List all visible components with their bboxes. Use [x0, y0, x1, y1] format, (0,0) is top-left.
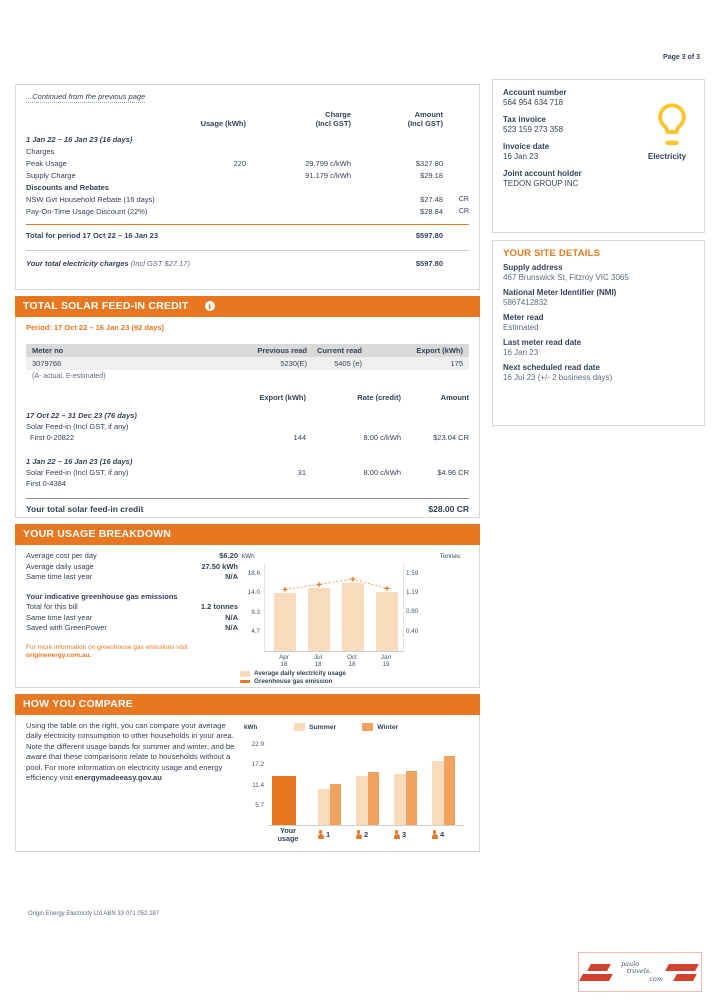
- solar-section-header: [15, 296, 480, 317]
- meter-table-header: Meter no Previous read Current read Export (kWh): [26, 344, 469, 357]
- table-row: Solar Feed-in (Incl GST, if any) 31 8.00 c/kWh $4.96 CR: [26, 468, 469, 477]
- axis-tick-label: 0.80: [406, 608, 419, 616]
- compare-section-title: HOW YOU COMPARE: [23, 698, 133, 710]
- watermark-text: paulo travels. com: [621, 959, 663, 983]
- right-axis-label: Tonnes: [439, 553, 460, 560]
- grand-total-row: Your total electricity charges (Incl GST $27.17) $597.80: [26, 259, 443, 268]
- axis-tick-label: 9.3: [251, 608, 260, 616]
- solar-group-1: 17 Oct 22 – 31 Dec 23 (76 days) Solar Feed-in (Incl GST, if any) First 0-20822 144 8.00 c/kWh $23.04 CR: [26, 411, 469, 442]
- compare-chart-plot: [268, 739, 464, 826]
- footer-abn: Origin Energy Electricity Ltd ABN 33 071 052 287: [28, 911, 160, 917]
- winter-bar: [368, 772, 380, 825]
- info-icon: i: [205, 301, 215, 311]
- site-details-panel: [492, 240, 705, 426]
- supply-address-field: Supply address 467 Brunswick St, Fitzroy VIC 3065: [503, 263, 629, 282]
- table-row: Supply Charge 91.179 c/kWh $29.18: [26, 171, 443, 180]
- summer-bar: [432, 761, 444, 825]
- axis-tick-label: 4.7: [251, 627, 260, 635]
- watermark-logo: [578, 952, 702, 992]
- winter-bar: [406, 771, 418, 825]
- discounts-subheading: Discounts and Rebates: [26, 183, 109, 192]
- stat-row: Same time last year N/A: [26, 572, 238, 581]
- usage-section-title: YOUR USAGE BREAKDOWN: [23, 528, 172, 540]
- charges-subheading: Charges: [26, 147, 55, 156]
- service-type-label: Electricity: [647, 152, 687, 161]
- usage-chart-right-ticks: [403, 563, 433, 651]
- divider: [26, 250, 469, 251]
- usage-section: [15, 524, 480, 688]
- axis-tick-label: 1.59: [406, 569, 419, 577]
- greenhouse-footnote: For more information on greenhouse gas emissions visit originenergy.com.au.: [26, 643, 188, 659]
- col-amount: Amount (Incl GST): [407, 110, 443, 128]
- compare-chart-xlabels: [268, 827, 464, 849]
- table-row: Pay-On-Time Usage Discount (22%) $28.84 CR: [26, 207, 469, 216]
- stat-row: Same time last year N/A: [26, 612, 238, 622]
- stat-row: Saved with GreenPower N/A: [26, 623, 238, 632]
- period-total-row: Total for period 17 Oct 22 – 16 Jan 23 $597.80: [26, 231, 443, 240]
- solar-period: Period: 17 Oct 22 – 16 Jan 23 (92 days): [26, 323, 164, 332]
- charges-header-row: [26, 110, 469, 128]
- household-size-label: 1: [317, 830, 330, 839]
- meter-read-note: (A- actual, E-estimated): [32, 373, 106, 380]
- solar-total-row: Your total solar feed-in credit $28.00 CR: [26, 498, 469, 519]
- solar-section: [15, 296, 480, 518]
- person-icon: [393, 830, 400, 839]
- usage-chart: [238, 551, 466, 684]
- axis-tick-label: 1.19: [406, 589, 419, 597]
- household-size-label: 4: [431, 830, 444, 839]
- emission-marker: [317, 582, 322, 587]
- axis-tick-label: 14.0: [247, 588, 260, 596]
- greenhouse-heading: Your indicative greenhouse gas emissions: [26, 591, 178, 601]
- billing-period: 1 Jan 22 – 16 Jan 23 (16 days): [26, 135, 133, 144]
- axis-tick-label: 17.2: [251, 761, 264, 769]
- winter-bar: [330, 784, 342, 825]
- household-size-label: 2: [355, 830, 368, 839]
- tax-invoice-field: Tax invoice 523 159 273 358: [503, 115, 564, 134]
- joint-account-holder-field: Joint account holder TEDON GROUP INC: [503, 169, 582, 188]
- site-details-title: YOUR SITE DETAILS: [503, 248, 601, 259]
- compare-text: Using the table on the right, you can compare your average daily electricity consumption to other households in your area. Note the different usage bands for summer and winter, and be aware that these comparisons relate to households without a pool. For more information on electricity usage and energy efficiency visit energymadeeasy.gov.au: [26, 721, 235, 783]
- winter-legend-swatch: [362, 723, 373, 731]
- x-axis-label: Oct 18: [347, 654, 357, 668]
- watermark-bars-right: [667, 964, 697, 981]
- winter-bar: [444, 756, 456, 825]
- summer-legend-swatch: [294, 723, 305, 731]
- emission-marker: [283, 587, 288, 592]
- axis-tick-label: 18.6: [247, 569, 260, 577]
- your-usage-bar: [272, 776, 296, 825]
- x-axis-label: Jul 18: [313, 654, 323, 668]
- table-row: Peak Usage 220 29.799 c/kWh $327.80: [26, 159, 443, 168]
- col-usage: Usage (kWh): [200, 119, 246, 128]
- usage-chart-legend: Average daily electricity usage Greenhouse gas emission: [240, 670, 346, 685]
- solar-group-2: 1 Jan 22 – 16 Jan 23 (16 days) Solar Feed-in (Incl GST, if any) 31 8.00 c/kWh $4.96 CR First 0-4384: [26, 457, 469, 488]
- emission-marker: [385, 586, 390, 591]
- axis-tick-label: 22.9: [251, 741, 264, 749]
- summer-bar: [356, 776, 368, 825]
- account-number-field: Account number 564 954 634 718: [503, 88, 567, 107]
- energymadeeasy-link: energymadeeasy.gov.au: [74, 773, 162, 783]
- usage-section-header: [15, 524, 480, 545]
- summer-bar: [394, 774, 406, 825]
- stat-row: Average cost per day $6.20: [26, 551, 238, 560]
- stat-row: Total for this bill 1.2 tonnes: [26, 602, 238, 611]
- table-row: First 0-20822 144 8.00 c/kWh $23.04 CR: [30, 433, 469, 442]
- y-axis-label: kWh: [244, 724, 258, 731]
- solar-detail-header: Export (kWh) Rate (credit) Amount: [259, 393, 469, 402]
- axis-tick-label: 0.40: [406, 627, 419, 635]
- meter-read-field: Meter read Estimated: [503, 313, 544, 332]
- invoice-date-field: Invoice date 16 Jan 23: [503, 142, 550, 161]
- person-icon: [355, 830, 362, 839]
- x-axis-label: Jan 19: [380, 654, 392, 668]
- your-usage-label: Your usage: [277, 826, 299, 843]
- continued-note: ...Continued from the previous page: [26, 92, 146, 101]
- table-row: NSW Gvt Household Rebate (16 days) $27.48 CR: [26, 195, 469, 204]
- solar-section-title: TOTAL SOLAR FEED-IN CREDIT: [23, 300, 189, 312]
- summer-bar: [318, 789, 330, 825]
- page-number: Page 3 of 3: [663, 54, 700, 61]
- left-axis-label: kWh: [242, 553, 255, 560]
- account-panel: [492, 79, 705, 233]
- last-read-date-field: Last meter read date 16 Jan 23: [503, 338, 582, 357]
- meter-table-row: 3079766 5230(E) 5405 (e) 175: [26, 357, 469, 370]
- compare-chart: [238, 721, 468, 852]
- emission-line-path: [285, 579, 387, 589]
- usage-chart-left-ticks: [238, 563, 262, 651]
- nmi-field: National Meter Identifier (NMI) 5867412832: [503, 288, 617, 307]
- axis-tick-label: 11.4: [252, 781, 264, 789]
- charges-table: [15, 84, 480, 290]
- household-size-label: 3: [393, 830, 406, 839]
- compare-section: [15, 694, 480, 852]
- x-axis-label: Apr 18: [279, 654, 289, 668]
- compare-chart-ticks: [238, 739, 266, 825]
- lightbulb-icon: [654, 102, 690, 150]
- usage-stats: [26, 551, 238, 687]
- usage-chart-xlabels: [264, 654, 402, 669]
- watermark-bars-left: [581, 964, 611, 981]
- usage-chart-plot: [264, 563, 404, 652]
- stat-row: Average daily usage 27.50 kWh: [26, 561, 238, 571]
- emission-marker: [351, 577, 356, 582]
- line-legend-swatch: [240, 680, 250, 683]
- col-charge: Charge (Incl GST): [315, 110, 351, 128]
- next-read-date-field: Next scheduled read date 16 Jul 23 (+/- 2 business days): [503, 363, 613, 382]
- compare-section-header: [15, 694, 480, 715]
- axis-tick-label: 5.7: [255, 801, 264, 809]
- emission-line: [265, 563, 403, 651]
- person-icon: [431, 830, 438, 839]
- origin-website-link: originenergy.com.au.: [26, 651, 92, 659]
- person-icon: [317, 830, 324, 839]
- compare-chart-legend: Summer Winter: [294, 723, 398, 731]
- bar-legend-swatch: [240, 671, 250, 677]
